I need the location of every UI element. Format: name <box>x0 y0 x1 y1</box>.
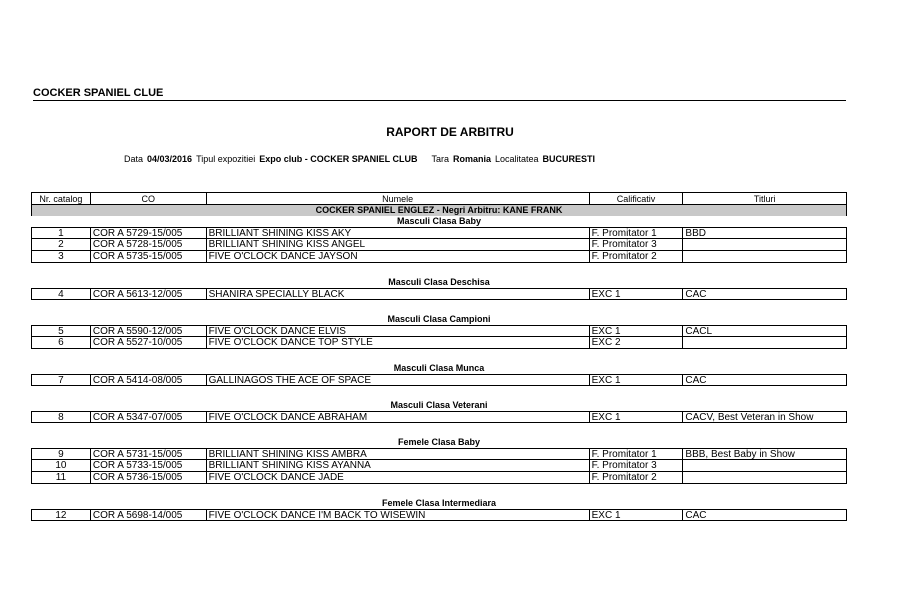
class-section-title: Masculi Clasa Deschisa <box>388 277 490 287</box>
sections-container <box>31 216 847 521</box>
cell-dog-name: GALLINAGOS THE ACE OF SPACE <box>206 375 589 385</box>
cell-qualification: F. Promitator 2 <box>589 251 683 262</box>
cell-co-number: COR A 5347-07/005 <box>90 412 206 422</box>
cell-dog-name: FIVE O'CLOCK DANCE I'M BACK TO WISEWIN <box>206 510 589 520</box>
cell-dog-name: BRILLIANT SHINING KISS AMBRA <box>206 449 589 459</box>
cell-qualification: EXC 1 <box>589 510 683 520</box>
cell-catalog-number: 10 <box>55 460 67 471</box>
class-section-title: Masculi Clasa Campioni <box>387 314 491 324</box>
cell-catalog-number: 3 <box>58 251 64 262</box>
cell-co-number: COR A 5590-12/005 <box>90 326 206 336</box>
cell-titles: CAC <box>682 375 846 385</box>
class-section-title: Masculi Clasa Munca <box>393 363 485 373</box>
cell-titles: CACV, Best Veteran in Show <box>682 412 846 422</box>
section-spacer <box>31 263 847 277</box>
cell-qualification: F. Promitator 3 <box>589 239 683 250</box>
country-value: Romania <box>452 154 491 164</box>
table-row <box>31 472 847 484</box>
cell-catalog-number: 1 <box>58 228 64 238</box>
cell-titles <box>682 251 846 262</box>
city-label: Localitatea <box>494 154 539 164</box>
cell-qualification: EXC 1 <box>589 375 683 385</box>
cell-co-number: COR A 5698-14/005 <box>90 510 206 520</box>
cell-dog-name: FIVE O'CLOCK DANCE JAYSON <box>206 251 589 262</box>
cell-dog-name: FIVE O'CLOCK DANCE JADE <box>206 472 589 483</box>
cell-titles: CACL <box>682 326 846 336</box>
class-section-title: Masculi Clasa Veterani <box>390 400 488 410</box>
cell-co-number: COR A 5728-15/005 <box>90 239 206 250</box>
table-row <box>31 325 847 337</box>
cell-dog-name: FIVE O'CLOCK DANCE ABRAHAM <box>206 412 589 422</box>
class-section-title: Femele Clasa Baby <box>397 437 481 447</box>
cell-co-number: COR A 5736-15/005 <box>90 472 206 483</box>
cell-dog-name: BRILLIANT SHINING KISS AKY <box>206 228 589 238</box>
type-label: Tipul expozitiei <box>196 154 256 164</box>
table-row <box>31 337 847 349</box>
cell-qualification: F. Promitator 1 <box>589 449 683 459</box>
section-spacer <box>31 300 847 314</box>
cell-qualification: F. Promitator 1 <box>589 228 683 238</box>
cell-qualification: EXC 1 <box>589 289 683 299</box>
table-row <box>31 288 847 300</box>
cell-catalog-number: 12 <box>55 510 67 520</box>
class-section-title: Femele Clasa Intermediara <box>381 498 497 508</box>
table-row <box>31 227 847 239</box>
column-header-catalog: Nr. catalog <box>39 194 83 204</box>
cell-titles <box>682 337 846 348</box>
cell-co-number: COR A 5735-15/005 <box>90 251 206 262</box>
cell-titles: BBB, Best Baby in Show <box>682 449 846 459</box>
table-header-row <box>31 192 847 205</box>
cell-catalog-number: 7 <box>58 375 64 385</box>
city-value: BUCURESTI <box>542 154 596 164</box>
cell-qualification: F. Promitator 2 <box>589 472 683 483</box>
breed-judge-bar: COCKER SPANIEL ENGLEZ - Negri Arbitru: KANE FRANK <box>31 205 847 216</box>
report-title: RAPORT DE ARBITRU <box>386 125 514 139</box>
cell-catalog-number: 6 <box>58 337 64 348</box>
cell-dog-name: FIVE O'CLOCK DANCE TOP STYLE <box>206 337 589 348</box>
cell-co-number: COR A 5414-08/005 <box>90 375 206 385</box>
cell-qualification: EXC 2 <box>589 337 683 348</box>
report-meta-line <box>124 154 595 164</box>
cell-qualification: F. Promitator 3 <box>589 460 683 471</box>
country-label: Tara <box>431 154 449 164</box>
date-value: 04/03/2016 <box>147 154 193 164</box>
cell-co-number: COR A 5613-12/005 <box>90 289 206 299</box>
table-row <box>31 239 847 251</box>
table-row <box>31 411 847 423</box>
cell-catalog-number: 4 <box>58 289 64 299</box>
table-row <box>31 251 847 263</box>
cell-titles <box>682 460 846 471</box>
cell-titles: BBD <box>682 228 846 238</box>
section-spacer <box>31 386 847 400</box>
cell-titles <box>682 239 846 250</box>
cell-qualification: EXC 1 <box>589 412 683 422</box>
column-header-qualification: Calificativ <box>589 193 683 204</box>
judge-report-table <box>31 192 847 521</box>
section-spacer <box>31 423 847 437</box>
cell-catalog-number: 11 <box>55 472 67 483</box>
cell-catalog-number: 5 <box>58 326 64 336</box>
cell-dog-name: BRILLIANT SHINING KISS AYANNA <box>206 460 589 471</box>
club-name-header: COCKER SPANIEL CLUE <box>33 87 846 101</box>
column-header-name: Numele <box>206 193 589 204</box>
cell-co-number: COR A 5527-10/005 <box>90 337 206 348</box>
cell-catalog-number: 2 <box>58 239 64 250</box>
cell-titles: CAC <box>682 510 846 520</box>
type-value: Expo club - COCKER SPANIEL CLUB <box>259 154 418 164</box>
cell-qualification: EXC 1 <box>589 326 683 336</box>
class-section-title: Masculi Clasa Baby <box>396 216 482 226</box>
table-row <box>31 374 847 386</box>
table-row <box>31 460 847 472</box>
section-spacer <box>31 484 847 498</box>
table-row <box>31 448 847 460</box>
table-row <box>31 509 847 521</box>
date-label: Data <box>124 154 144 164</box>
cell-titles: CAC <box>682 289 846 299</box>
cell-dog-name: BRILLIANT SHINING KISS ANGEL <box>206 239 589 250</box>
cell-co-number: COR A 5731-15/005 <box>90 449 206 459</box>
column-header-titles: Titluri <box>682 193 846 204</box>
column-header-co: CO <box>90 193 206 204</box>
cell-catalog-number: 9 <box>58 449 64 459</box>
cell-dog-name: SHANIRA SPECIALLY BLACK <box>206 289 589 299</box>
cell-dog-name: FIVE O'CLOCK DANCE ELVIS <box>206 326 589 336</box>
cell-co-number: COR A 5733-15/005 <box>90 460 206 471</box>
cell-catalog-number: 8 <box>58 412 64 422</box>
cell-co-number: COR A 5729-15/005 <box>90 228 206 238</box>
section-spacer <box>31 349 847 363</box>
cell-titles <box>682 472 846 483</box>
